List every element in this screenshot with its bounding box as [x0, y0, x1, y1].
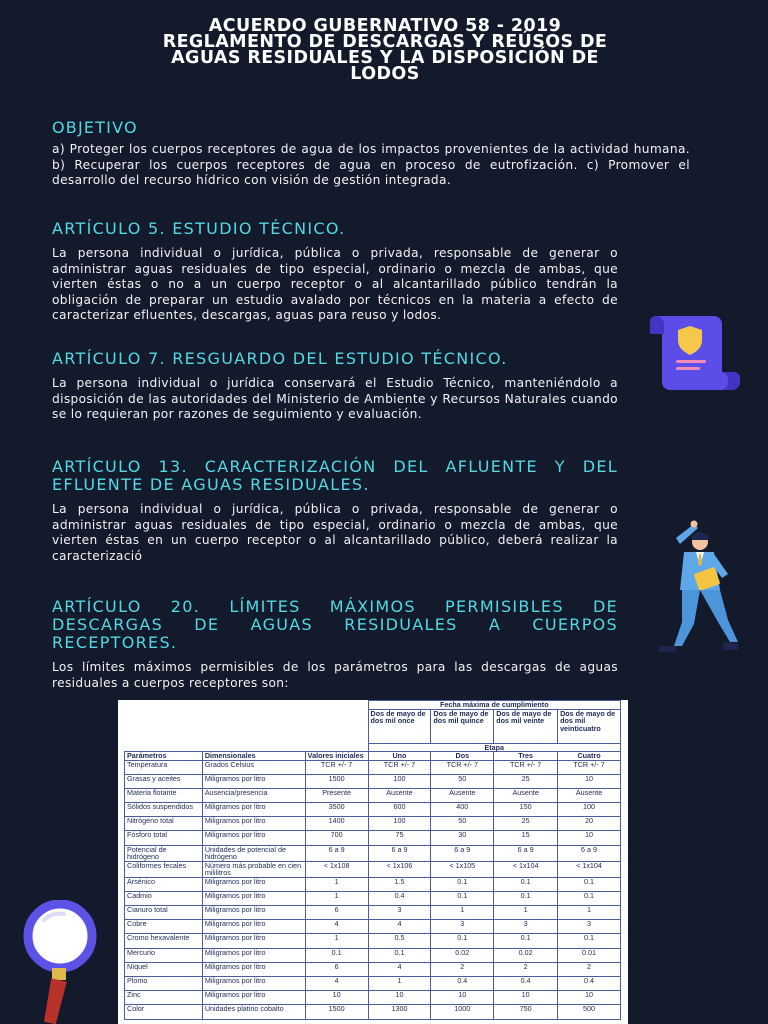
table-cell: 0.1 — [558, 877, 621, 891]
table-cell: 0.1 — [431, 891, 494, 905]
table-cell: Cianuro total — [125, 906, 203, 920]
table-cell: 1 — [305, 934, 368, 948]
table-cell: Miligramos por litro — [202, 774, 305, 788]
table-cell: Unidades platino cobalto — [202, 1005, 305, 1019]
table-cell: Miligramos por litro — [202, 991, 305, 1005]
limits-table-image — [118, 700, 628, 1024]
table-cell: TCR +/- 7 — [431, 760, 494, 774]
table-cell: TCR +/- 7 — [305, 760, 368, 774]
table-row — [125, 788, 621, 802]
table-cell: 10 — [305, 991, 368, 1005]
table-cell: 75 — [368, 831, 431, 845]
table-row — [125, 906, 621, 920]
table-cell: Ausente — [494, 788, 558, 802]
table-cell: Cromo hexavalente — [125, 934, 203, 948]
table-cell: Ausencia/presencia — [202, 788, 305, 802]
article-7 — [52, 350, 618, 423]
table-cell: 0.5 — [368, 934, 431, 948]
fecha-cell: Dos de mayo de dos mil veinticuatro — [558, 709, 621, 743]
title-line: REGLAMENTO DE DESCARGAS Y REÚSOS DE — [162, 32, 608, 52]
table-cell: 2 — [558, 962, 621, 976]
table-cell: 0.1 — [368, 948, 431, 962]
col-header: Cuatro — [558, 752, 621, 761]
fecha-cell: Dos de mayo de dos mil veinte — [494, 709, 558, 743]
table-cell: 6 a 9 — [558, 845, 621, 861]
table-row — [125, 976, 621, 990]
table-cell: Miligramos por litro — [202, 877, 305, 891]
table-cell: 10 — [494, 991, 558, 1005]
table-cell: 1000 — [431, 1005, 494, 1019]
table-cell: Miligramos por litro — [202, 817, 305, 831]
table-cell: 1 — [431, 906, 494, 920]
table-cell: 50 — [431, 817, 494, 831]
table-row — [125, 831, 621, 845]
table-cell: 0.1 — [558, 891, 621, 905]
table-cell: 1 — [368, 976, 431, 990]
table-cell: Arsénico — [125, 877, 203, 891]
article-13 — [52, 458, 618, 564]
table-cell: Unidades de potencial de hidrógeno — [202, 845, 305, 861]
table-cell: 2 — [431, 962, 494, 976]
table-cell: < 1x106 — [368, 861, 431, 877]
table-cell: 1 — [494, 906, 558, 920]
table-cell: Miligramos por litro — [202, 906, 305, 920]
table-cell: TCR +/- 7 — [494, 760, 558, 774]
table-cell: 10 — [558, 831, 621, 845]
table-row — [125, 760, 621, 774]
table-cell: Miligramos por litro — [202, 934, 305, 948]
table-cell: 0.01 — [558, 948, 621, 962]
table-cell: Zinc — [125, 991, 203, 1005]
table-cell: < 1x105 — [431, 861, 494, 877]
document-title — [60, 18, 710, 82]
table-row — [125, 817, 621, 831]
table-cell: Materia flotante — [125, 788, 203, 802]
table-cell: 1 — [558, 906, 621, 920]
table-cell: 10 — [558, 774, 621, 788]
table-cell: 750 — [494, 1005, 558, 1019]
table-cell: Miligramos por litro — [202, 891, 305, 905]
table-cell: Ausente — [368, 788, 431, 802]
table-row — [125, 920, 621, 934]
limits-table — [124, 700, 621, 1020]
table-cell: 0.1 — [558, 934, 621, 948]
table-cell: 150 — [494, 803, 558, 817]
table-cell: < 1x104 — [558, 861, 621, 877]
etapa-header: Etapa — [368, 743, 620, 752]
table-cell: 6 — [305, 962, 368, 976]
article-text: La persona individual o jurídica, pública o privada, responsable de generar o administrar aguas residuales de tipo especial, ordinario o mezcla de ambas, que vierten éstas en un cuerpo receptor o al alcantarillado público, deberá realizar la caracterizació — [52, 502, 618, 563]
table-cell: Coliformes fecales — [125, 861, 203, 877]
table-row — [125, 774, 621, 788]
article-heading: ARTÍCULO 7. RESGUARDO DEL ESTUDIO TÉCNICO. — [52, 349, 508, 368]
table-cell: 1 — [305, 891, 368, 905]
table-cell: Grasas y aceites — [125, 774, 203, 788]
table-cell: 4 — [305, 920, 368, 934]
table-cell: Ausente — [431, 788, 494, 802]
table-cell: 0.4 — [494, 976, 558, 990]
table-cell: 0.1 — [431, 934, 494, 948]
table-cell: 100 — [558, 803, 621, 817]
table-cell: 100 — [368, 774, 431, 788]
table-cell: 400 — [431, 803, 494, 817]
col-header: Uno — [368, 752, 431, 761]
table-cell: Temperatura — [125, 760, 203, 774]
table-row — [125, 891, 621, 905]
table-cell: < 1x108 — [305, 861, 368, 877]
table-cell: Miligramos por litro — [202, 962, 305, 976]
table-cell: 50 — [431, 774, 494, 788]
table-cell: 700 — [305, 831, 368, 845]
article-20 — [52, 598, 618, 691]
article-text: La persona individual o jurídica conservará el Estudio Técnico, manteniéndolo a disposición de las autoridades del Ministerio de Ambiente y Recursos Naturales cuando se lo requieran por razones de seguimiento y evaluación. — [52, 376, 618, 421]
businessman-pointing-icon — [638, 518, 742, 658]
table-cell: 10 — [431, 991, 494, 1005]
table-row — [125, 1005, 621, 1019]
table-cell: 3 — [494, 920, 558, 934]
table-cell: Presente — [305, 788, 368, 802]
table-cell: 0.1 — [494, 934, 558, 948]
table-cell: 0.1 — [431, 877, 494, 891]
table-cell: Níquel — [125, 962, 203, 976]
table-cell: Miligramos por litro — [202, 831, 305, 845]
article-5 — [52, 220, 618, 324]
col-header: Tres — [494, 752, 558, 761]
scroll-shield-icon — [642, 310, 742, 394]
table-cell: 1500 — [305, 774, 368, 788]
table-cell: Miligramos por litro — [202, 976, 305, 990]
table-cell: 3 — [431, 920, 494, 934]
table-cell: 4 — [305, 976, 368, 990]
article-heading: ARTÍCULO 5. ESTUDIO TÉCNICO. — [52, 219, 346, 238]
table-row — [125, 845, 621, 861]
table-row — [125, 991, 621, 1005]
table-cell: 100 — [368, 817, 431, 831]
table-cell: 4 — [368, 920, 431, 934]
article-text: La persona individual o jurídica, pública o privada, responsable de generar o administrar aguas residuales de tipo especial, ordinario o mezcla de ambas, que vierten éstas o no a un cuerpo receptor o al alcantarillado público tendrán la obligación de preparar un estudio avalado por técnicos en la materia a efecto de caracterizar efluentes, descargas, aguas para reuso y lodos. — [52, 246, 618, 322]
table-cell: Potencial de hidrógeno — [125, 845, 203, 861]
magnifying-glass-icon — [14, 900, 124, 1024]
table-cell: < 1x104 — [494, 861, 558, 877]
table-cell: 0.4 — [558, 976, 621, 990]
table-cell: Miligramos por litro — [202, 803, 305, 817]
table-cell: Plomo — [125, 976, 203, 990]
fecha-cell: Dos de mayo de dos mil once — [368, 709, 431, 743]
table-cell: 0.4 — [431, 976, 494, 990]
col-header: Parámetros — [125, 752, 203, 761]
table-body — [125, 760, 621, 1019]
table-cell: Fósforo total — [125, 831, 203, 845]
table-cell: 500 — [558, 1005, 621, 1019]
table-cell: Mercurio — [125, 948, 203, 962]
table-row — [125, 877, 621, 891]
article-text: Los límites máximos permisibles de los parámetros para las descargas de aguas residuales a cuerpos receptores son: — [52, 660, 618, 690]
table-cell: 1.5 — [368, 877, 431, 891]
objetivo-text: a) Proteger los cuerpos receptores de agua de los impactos provenientes de la actividad humana. b) Recuperar los cuerpos receptores de agua en proceso de eutrofización. c) Promover el desarrollo del recurso hídrico con visión de gestión integrada. — [52, 142, 690, 187]
title-line: LODOS — [350, 64, 420, 84]
table-cell: 30 — [431, 831, 494, 845]
col-header: Dos — [431, 752, 494, 761]
table-cell: 0.4 — [368, 891, 431, 905]
table-cell: 1400 — [305, 817, 368, 831]
article-heading: ARTÍCULO 20. LÍMITES MÁXIMOS PERMISIBLES DE DESCARGAS DE AGUAS RESIDUALES A CUERPOS RECEPTORES. — [52, 597, 618, 652]
table-row — [125, 803, 621, 817]
table-cell: 0.02 — [494, 948, 558, 962]
table-cell: TCR +/- 7 — [368, 760, 431, 774]
table-cell: 6 a 9 — [305, 845, 368, 861]
table-row — [125, 861, 621, 877]
table-cell: 1500 — [305, 1005, 368, 1019]
table-cell: 6 a 9 — [494, 845, 558, 861]
table-cell: Ausente — [558, 788, 621, 802]
title-line: AGUAS RESIDUALES Y LA DISPOSICIÓN DE — [171, 48, 599, 68]
table-row — [125, 962, 621, 976]
objetivo-heading: OBJETIVO — [52, 118, 138, 137]
table-cell: Número más probable en cien mililitros — [202, 861, 305, 877]
table-cell: 0.1 — [305, 948, 368, 962]
col-header: Dimensionales — [202, 752, 305, 761]
fecha-cell: Dos de mayo de dos mil quince — [431, 709, 494, 743]
table-cell: 2 — [494, 962, 558, 976]
table-cell: Miligramos por litro — [202, 920, 305, 934]
table-cell: 3500 — [305, 803, 368, 817]
table-cell: TCR +/- 7 — [558, 760, 621, 774]
table-cell: Nitrógeno total — [125, 817, 203, 831]
table-cell: 4 — [368, 962, 431, 976]
table-cell: Cobre — [125, 920, 203, 934]
table-cell: 3 — [368, 906, 431, 920]
table-row — [125, 948, 621, 962]
table-cell: 0.1 — [494, 891, 558, 905]
table-cell: Color — [125, 1005, 203, 1019]
table-cell: 3 — [558, 920, 621, 934]
title-line: ACUERDO GUBERNATIVO 58 - 2019 — [208, 16, 562, 36]
table-cell: 10 — [558, 991, 621, 1005]
table-cell: 0.1 — [494, 877, 558, 891]
table-cell: Cadmio — [125, 891, 203, 905]
table-cell: 1300 — [368, 1005, 431, 1019]
table-cell: Grados Celsius — [202, 760, 305, 774]
table-cell: 15 — [494, 831, 558, 845]
article-heading: ARTÍCULO 13. CARACTERIZACIÓN DEL AFLUENTE Y DEL EFLUENTE DE AGUAS RESIDUALES. — [52, 457, 618, 494]
table-cell: 6 a 9 — [368, 845, 431, 861]
table-cell: 6 — [305, 906, 368, 920]
table-cell: Miligramos por litro — [202, 948, 305, 962]
table-row — [125, 934, 621, 948]
table-cell: 1 — [305, 877, 368, 891]
table-cell: 0.02 — [431, 948, 494, 962]
fecha-header: Fecha máxima de cumplimiento — [368, 701, 620, 710]
table-cell: 25 — [494, 817, 558, 831]
table-cell: 6 a 9 — [431, 845, 494, 861]
table-cell: 20 — [558, 817, 621, 831]
col-header: Valores iniciales — [305, 752, 368, 761]
table-cell: Sólidos suspendidos — [125, 803, 203, 817]
table-cell: 10 — [368, 991, 431, 1005]
table-cell: 600 — [368, 803, 431, 817]
table-cell: 25 — [494, 774, 558, 788]
